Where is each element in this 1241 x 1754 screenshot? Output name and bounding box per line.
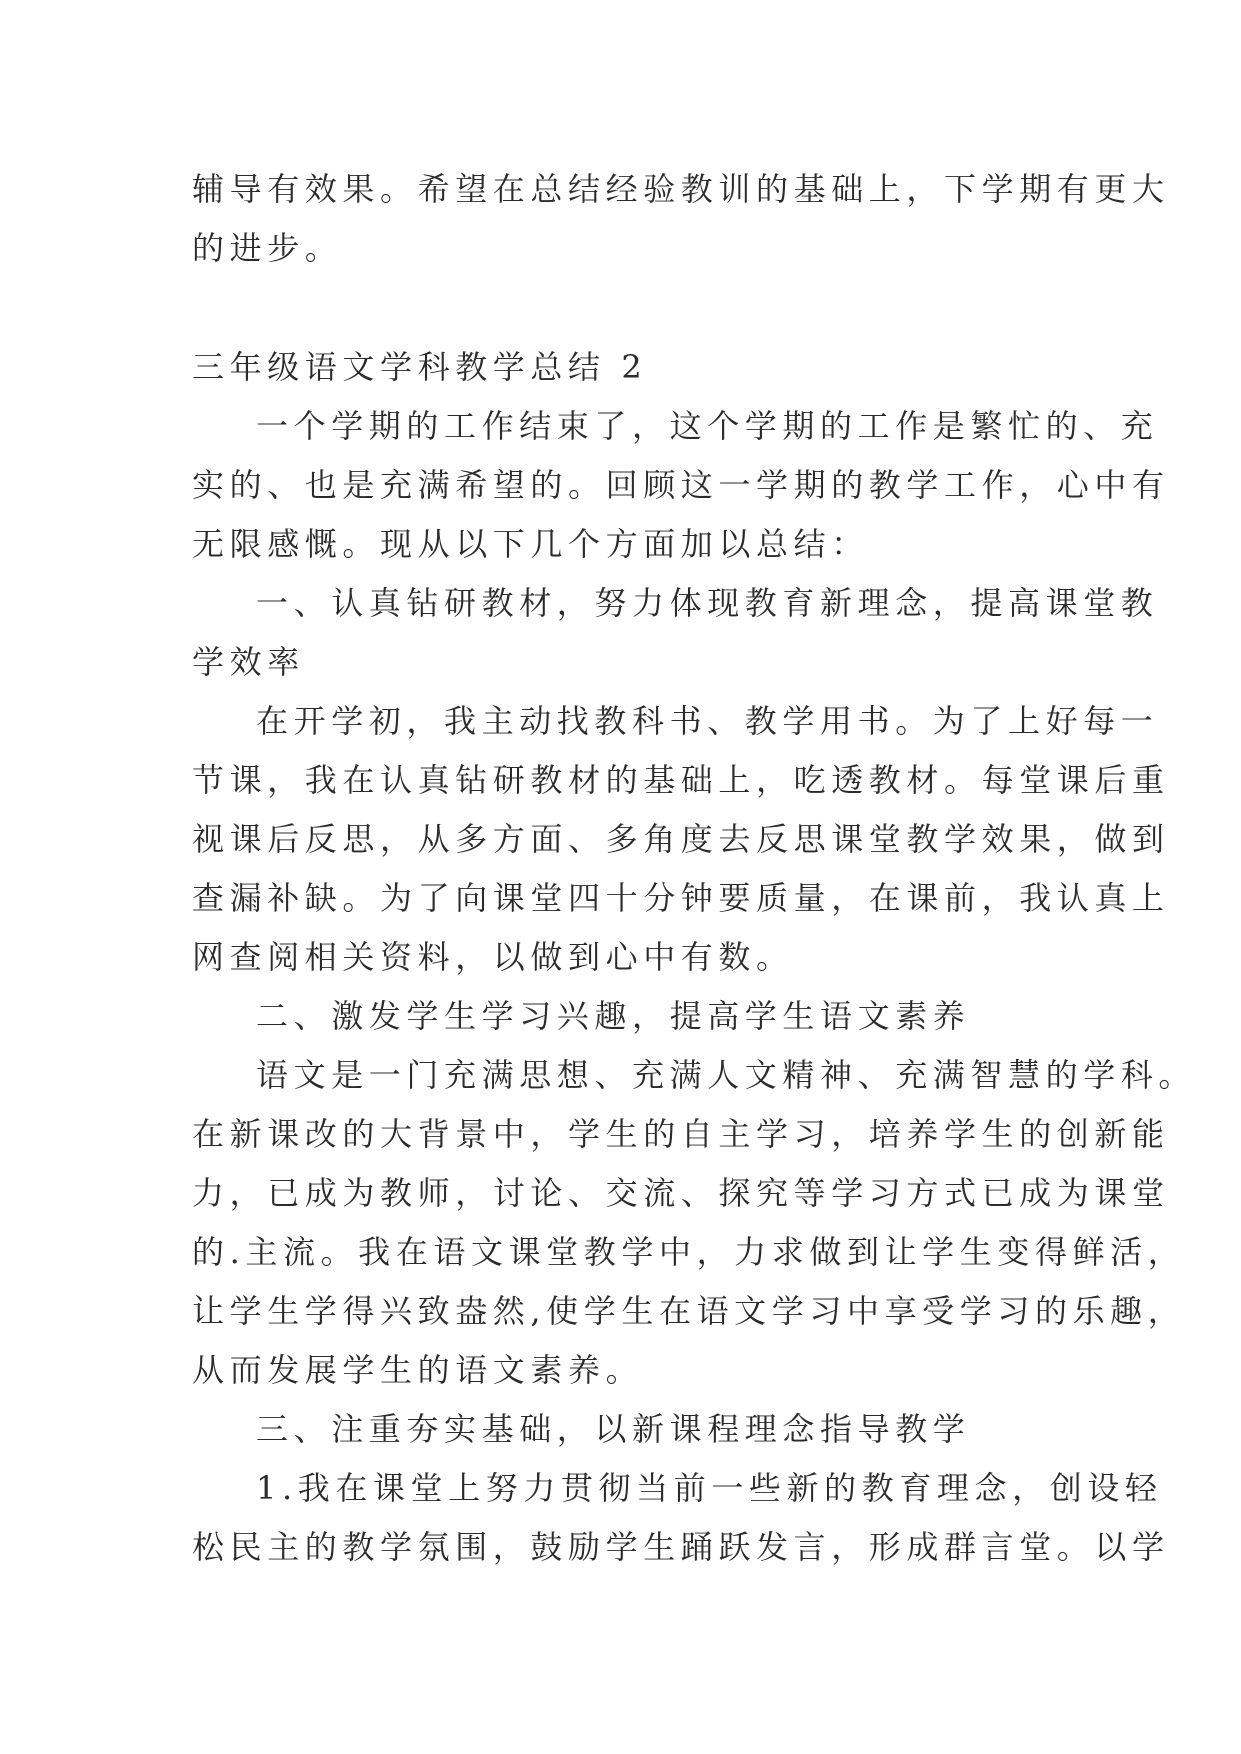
body-line: 让学生学得兴致盎然,使学生在语文学习中享受学习的乐趣， [192,1292,1186,1330]
subheading: 三、注重夯实基础，以新课程理念指导教学 [256,1410,971,1448]
section-title: 三年级语文学科教学总结 2 [192,348,648,386]
body-line: 查漏补缺。为了向课堂四十分钟要质量，在课前，我认真上 [192,879,1170,917]
body-line: 网查阅相关资料，以做到心中有数。 [192,938,794,976]
subheading: 一、认真钻研教材，努力体现教育新理念，提高课堂教 [256,584,1159,622]
body-line: 语文是一门充满思想、充满人文精神、充满智慧的学科。 [256,1056,1197,1094]
document-page [192,160,1197,1577]
body-line: 1.我在课堂上努力贯彻当前一些新的教育理念，创设轻 [256,1469,1163,1507]
body-line: 松民主的教学氛围，鼓励学生踊跃发言，形成群言堂。以学 [192,1528,1170,1566]
body-line: 视课后反思，从多方面、多角度去反思课堂教学效果，做到 [192,820,1170,858]
body-line: 一个学期的工作结束了，这个学期的工作是繁忙的、充 [256,407,1159,445]
subheading: 二、激发学生学习兴趣，提高学生语文素养 [256,997,971,1035]
body-line: 从而发展学生的语文素养。 [192,1351,644,1389]
body-line: 辅导有效果。希望在总结经验教训的基础上，下学期有更大 [192,170,1170,208]
body-line: 在开学初，我主动找教科书、教学用书。为了上好每一 [256,702,1159,740]
body-line: 在新课改的大背景中，学生的自主学习，培养学生的创新能 [192,1115,1170,1153]
paragraph-gap [192,278,1062,338]
subheading-continued: 学效率 [192,643,305,681]
body-line: 实的、也是充满希望的。回顾这一学期的教学工作，心中有 [192,466,1170,504]
body-line: 节课，我在认真钻研教材的基础上，吃透教材。每堂课后重 [192,761,1170,799]
body-line: 的.主流。我在语文课堂教学中，力求做到让学生变得鲜活， [192,1233,1186,1271]
body-line: 无限感慨。现从以下几个方面加以总结： [192,525,869,563]
body-line: 的进步。 [192,229,343,267]
body-line: 力，已成为教师，讨论、交流、探究等学习方式已成为课堂 [192,1174,1170,1212]
